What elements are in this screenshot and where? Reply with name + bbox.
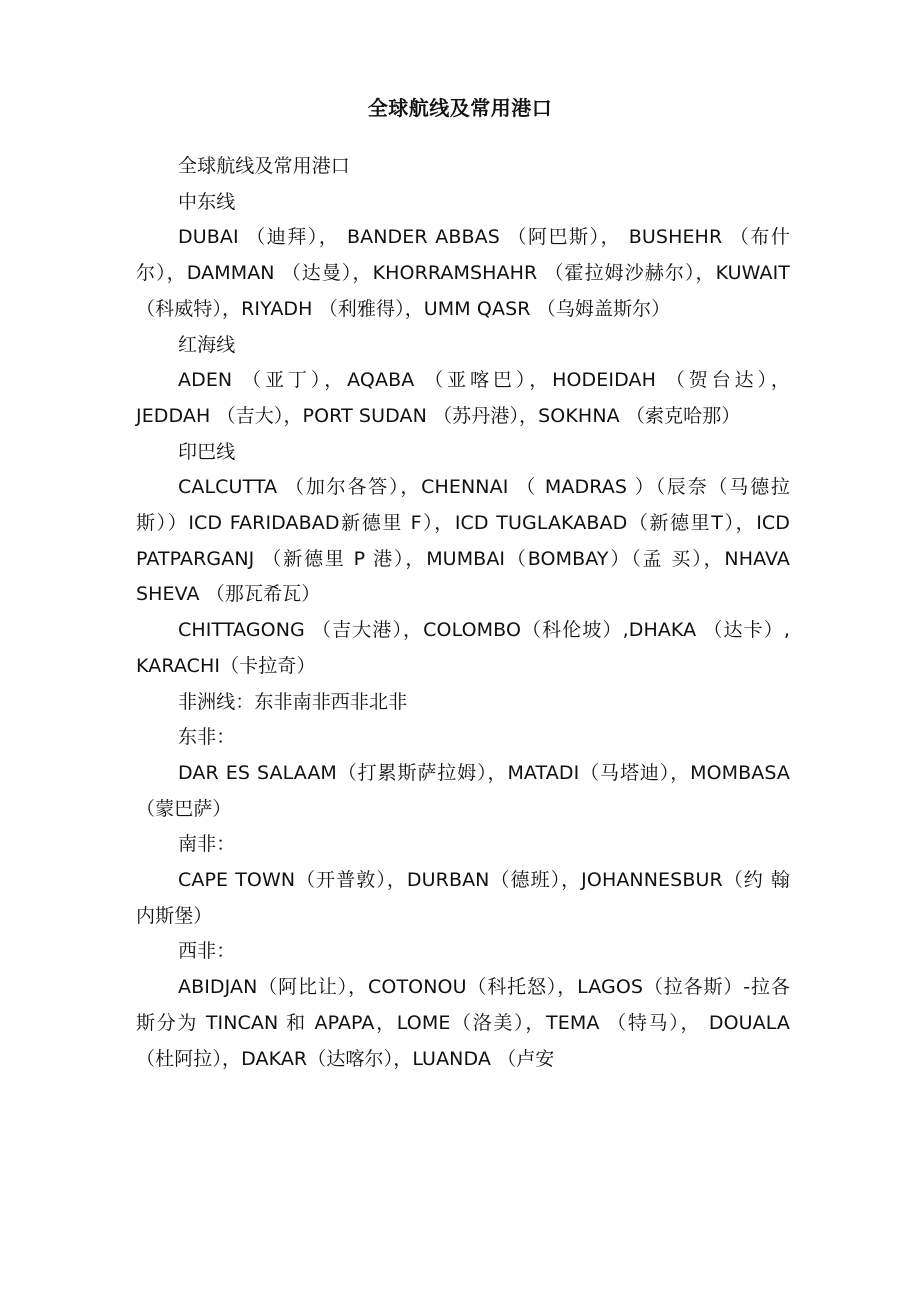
paragraph-red-sea-ports: ADEN （亚丁），AQABA （亚喀巴），HODEIDAH （贺台达），JEDDAH （吉大），PORT SUDAN （苏丹港），SOKHNA （索克哈那） xyxy=(136,369,790,427)
heading-red-sea: 红海线 xyxy=(178,333,236,356)
heading-south-africa: 南非： xyxy=(178,833,236,856)
paragraph-subtitle: 全球航线及常用港口 xyxy=(178,155,350,177)
paragraph-west-africa-ports: ABIDJAN（阿比让），COTONOU（科托怒），LAGOS（拉各斯）-拉各 斯分为 TINCAN 和 APAPA，LOME（洛美），TEMA （特马）， DOUALA （杜阿拉），DAKAR（达喀尔），LUANDA （卢安 xyxy=(136,976,790,1070)
heading-india-pakistan: 印巴线 xyxy=(178,440,236,463)
heading-africa: 非洲线：东非南非西非北非 xyxy=(178,690,408,713)
heading-east-africa: 东非： xyxy=(178,726,236,749)
heading-middle-east: 中东线 xyxy=(178,190,236,213)
paragraph-india-ports: CALCUTTA （加尔各答），CHENNAI （ MADRAS ）（辰奈（马德拉斯））ICD FARIDABAD新德里 F），ICD TUGLAKABAD（新德里T），ICD PATPARGANJ （新德里 P 港），MUMBAI（BOMBAY）（孟 买），NHAVA SHEVA （那瓦希瓦） xyxy=(136,476,790,606)
heading-west-africa: 西非： xyxy=(178,940,236,963)
document-title: 全球航线及常用港口 xyxy=(367,96,553,120)
paragraph-east-africa-ports: DAR ES SALAAM（打累斯萨拉姆），MATADI（马塔迪），MOMBASA（蒙巴萨） xyxy=(136,761,790,820)
document-body xyxy=(136,149,790,1077)
paragraph-bangladesh-ports: CHITTAGONG （吉大港），COLOMBO（科伦坡）,DHAKA （达卡）, KARACHI（卡拉奇） xyxy=(136,619,790,677)
paragraph-middle-east-ports: DUBAI （迪拜）， BANDER ABBAS （阿巴斯）， BUSHEHR （布什尔），DAMMAN （达曼），KHORRAMSHAHR （霍拉姆沙赫尔），KUWAIT （科威特），RIYADH （利雅得），UMM QASR （乌姆盖斯尔） xyxy=(136,226,790,320)
paragraph-south-africa-ports: CAPE TOWN（开普敦），DURBAN（德班），JOHANNESBUR（约 翰内斯堡） xyxy=(136,869,790,927)
